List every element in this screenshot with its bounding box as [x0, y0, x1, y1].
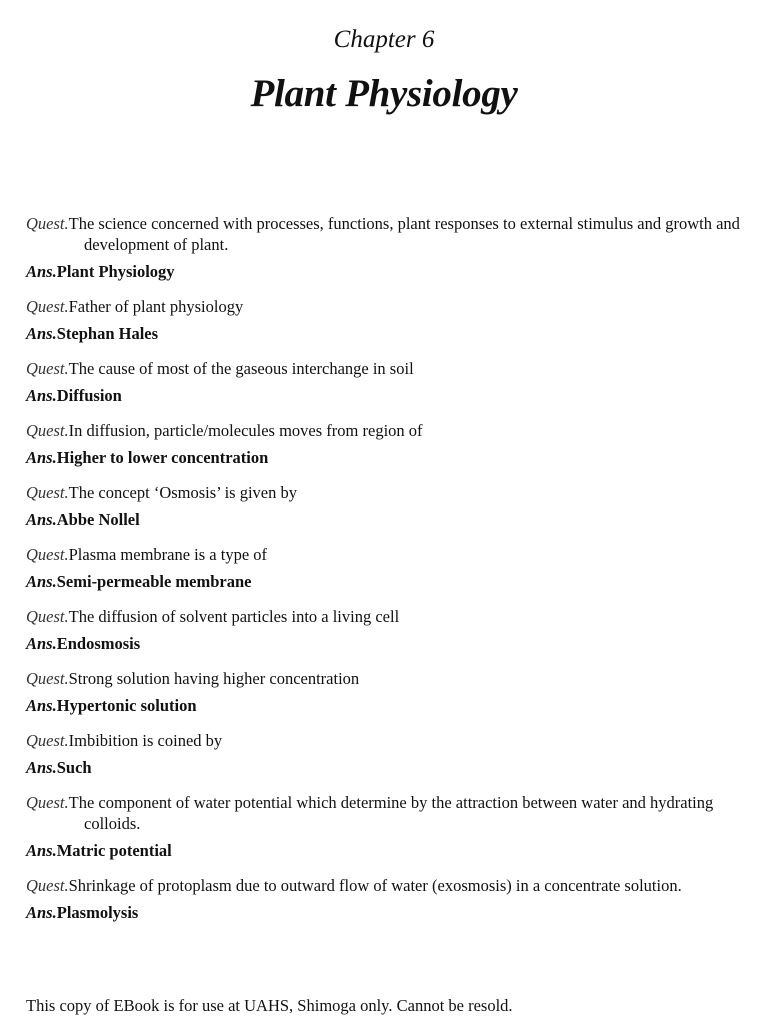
answer-label: Ans. — [26, 841, 57, 860]
qa-item — [26, 544, 748, 592]
qa-item — [26, 358, 748, 406]
qa-item — [26, 606, 748, 654]
answer-label: Ans. — [26, 903, 57, 922]
question-label: Quest. — [26, 359, 69, 378]
question-text: The diffusion of solvent particles into a living cell — [68, 607, 400, 626]
question-label: Quest. — [26, 731, 69, 750]
answer — [26, 633, 748, 654]
copyright-notice: This copy of EBook is for use at UAHS, Shimoga only. Cannot be resold. — [26, 996, 513, 1015]
answer — [26, 902, 748, 923]
answer-label: Ans. — [26, 510, 57, 529]
qa-item — [26, 875, 748, 923]
answer — [26, 571, 748, 592]
qa-item — [26, 482, 748, 530]
question-label: Quest. — [26, 876, 69, 895]
qa-item — [26, 296, 748, 344]
question — [26, 213, 748, 255]
answer-text: Higher to lower concentration — [56, 448, 269, 467]
answer-text: Plant Physiology — [56, 262, 175, 281]
question — [26, 544, 748, 565]
answer-text: Stephan Hales — [56, 324, 159, 343]
answer-label: Ans. — [26, 572, 57, 591]
question-label: Quest. — [26, 545, 69, 564]
answer-text: Semi-permeable membrane — [56, 572, 252, 591]
question-label: Quest. — [26, 421, 69, 440]
answer-text: Matric potential — [56, 841, 172, 860]
question-text: In diffusion, particle/molecules moves from region of — [68, 421, 423, 440]
question-text: Strong solution having higher concentration — [68, 669, 360, 688]
question — [26, 420, 748, 441]
question-text: Shrinkage of protoplasm due to outward flow of water (exosmosis) in a concentrate solution. — [68, 876, 682, 895]
answer — [26, 323, 748, 344]
question — [26, 358, 748, 379]
page-title: Plant Physiology — [250, 72, 518, 115]
question-label: Quest. — [26, 214, 69, 233]
qa-item — [26, 420, 748, 468]
answer-label: Ans. — [26, 386, 57, 405]
question-text: Father of plant physiology — [68, 297, 244, 316]
qa-list — [26, 213, 748, 937]
answer-text: Endosmosis — [56, 634, 141, 653]
answer-text: Plasmolysis — [56, 903, 139, 922]
question-text: The concept ‘Osmosis’ is given by — [68, 483, 297, 502]
answer — [26, 757, 748, 778]
question-text: Plasma membrane is a type of — [68, 545, 268, 564]
answer — [26, 509, 748, 530]
answer — [26, 695, 748, 716]
question — [26, 606, 748, 627]
question-text: The science concerned with processes, functions, plant responses to external stimulus and growth and development of plant. — [68, 214, 740, 254]
question — [26, 730, 748, 751]
question — [26, 792, 748, 834]
question-text: The cause of most of the gaseous interchange in soil — [68, 359, 414, 378]
answer — [26, 840, 748, 861]
answer-label: Ans. — [26, 696, 57, 715]
question-label: Quest. — [26, 669, 69, 688]
answer — [26, 261, 748, 282]
question-label: Quest. — [26, 793, 69, 812]
question — [26, 296, 748, 317]
answer-text: Abbe Nollel — [56, 510, 140, 529]
question-text: Imbibition is coined by — [68, 731, 223, 750]
answer — [26, 385, 748, 406]
answer-label: Ans. — [26, 324, 57, 343]
question-label: Quest. — [26, 607, 69, 626]
answer-text: Such — [56, 758, 92, 777]
answer-label: Ans. — [26, 262, 57, 281]
question — [26, 668, 748, 689]
qa-item — [26, 792, 748, 861]
answer-text: Diffusion — [56, 386, 122, 405]
qa-item — [26, 668, 748, 716]
answer-label: Ans. — [26, 758, 57, 777]
chapter-heading: Chapter 6 — [333, 26, 435, 53]
question-label: Quest. — [26, 297, 69, 316]
answer — [26, 447, 748, 468]
answer-text: Hypertonic solution — [56, 696, 197, 715]
answer-label: Ans. — [26, 448, 57, 467]
question-text: The component of water potential which determine by the attraction between water and hydrating colloids. — [68, 793, 714, 833]
question-label: Quest. — [26, 483, 69, 502]
qa-item — [26, 213, 748, 282]
answer-label: Ans. — [26, 634, 57, 653]
question — [26, 875, 748, 896]
qa-item — [26, 730, 748, 778]
question — [26, 482, 748, 503]
